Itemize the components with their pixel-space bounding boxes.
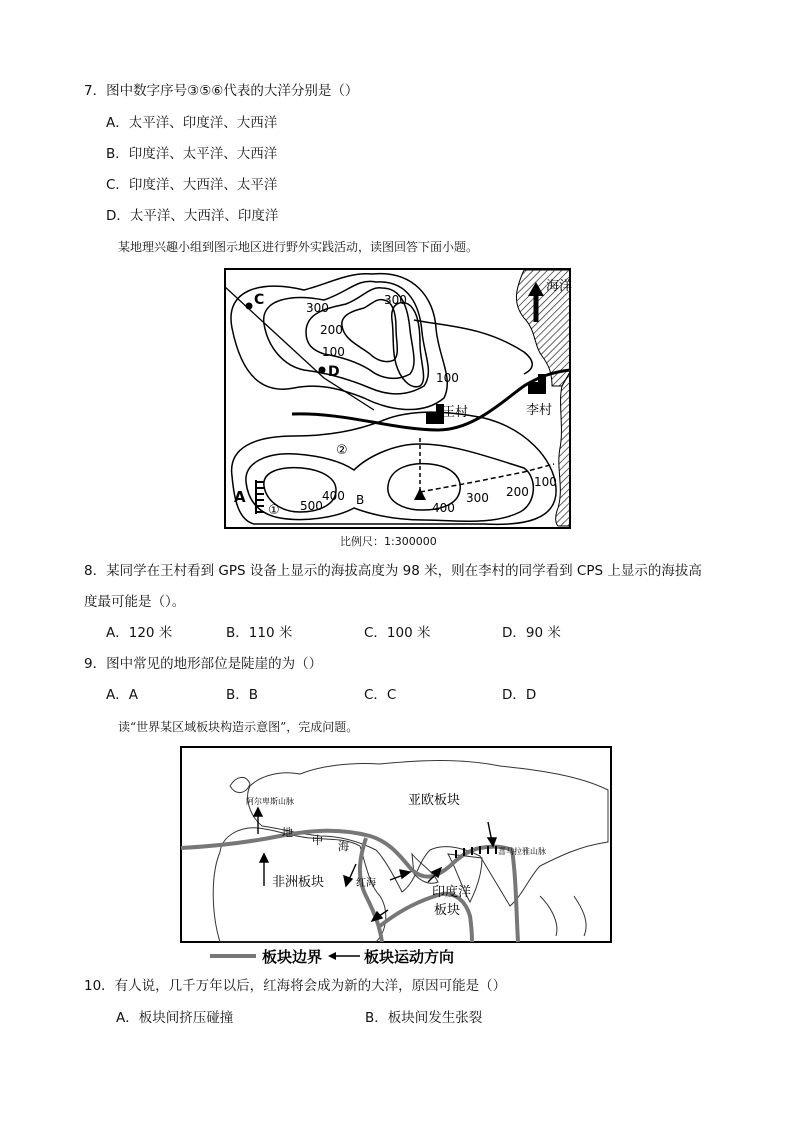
contour-label: 200 (320, 323, 343, 337)
q8-option-a: A．120 米 (106, 625, 173, 641)
q9-option-b: B．B (226, 687, 259, 703)
q9-option-a: A．A (106, 687, 138, 703)
point-d-marker (319, 367, 326, 374)
label-d: D (328, 364, 340, 380)
label-red-sea: 红海 (356, 878, 376, 889)
label-licun: 李村 (526, 403, 553, 418)
label-circle-2: ② (336, 443, 348, 458)
contour-label: 300 (466, 491, 489, 505)
contour-label: 500 (300, 499, 323, 513)
legend-arrow-icon (328, 952, 336, 960)
label-a: A (234, 488, 246, 506)
label-mediterranean-1: 地 (282, 826, 293, 839)
label-sea: 海洋 (546, 279, 572, 294)
intro-plate: 读“世界某区域板块构造示意图”，完成问题。 (118, 720, 359, 734)
plate-tectonics-map (180, 746, 613, 966)
q8-stem-line2: 度最可能是（）。 (84, 594, 186, 610)
map-scale: 比例尺：1:300000 (340, 535, 437, 548)
q9-option-d: D．D (502, 687, 537, 703)
q7-option-d: D．太平洋、大西洋、印度洋 (106, 208, 279, 224)
label-mediterranean-3: 海 (338, 840, 349, 853)
label-himalaya: 喜马拉雅山脉 (498, 847, 546, 856)
label-c: C (254, 292, 265, 308)
label-wangcun: 王村 (442, 405, 469, 420)
label-b: B (356, 493, 365, 507)
q7-option-a: A．太平洋、印度洋、大西洋 (106, 115, 278, 131)
label-indian-plate-1: 印度洋 (432, 885, 472, 900)
q8-option-b: B．110 米 (226, 625, 293, 641)
contour-label: 200 (506, 485, 529, 499)
q10-option-b: B．板块间发生张裂 (365, 1010, 483, 1026)
contour-label: 300 (306, 301, 329, 315)
label-circle-1: ① (268, 503, 280, 518)
label-mediterranean-2: 中 (312, 834, 323, 847)
topographic-map (224, 268, 572, 530)
q7-option-b: B．印度洋、太平洋、大西洋 (106, 146, 278, 162)
q7-stem: 7．图中数字序号③⑤⑥代表的大洋分别是（） (84, 83, 359, 99)
label-indian-plate-2: 板块 (434, 903, 461, 918)
contour-label: 400 (432, 501, 455, 515)
label-alps: 阿尔卑斯山脉 (246, 797, 294, 806)
q9-stem: 9．图中常见的地形部位是陡崖的为（） (84, 656, 323, 672)
q9-option-c: C．C (364, 687, 397, 703)
label-african-plate: 非洲板块 (272, 875, 325, 890)
q8-option-c: C．100 米 (364, 625, 431, 641)
legend-direction-label: 板块运动方向 (364, 948, 455, 966)
q10-option-a: A．板块间挤压碰撞 (116, 1010, 234, 1026)
contour-label: 100 (534, 475, 557, 489)
q8-stem-line1: 8．某同学在王村看到 GPS 设备上显示的海拔高度为 98 米，则在李村的同学看到 CPS 上显示的海拔高 (84, 563, 702, 579)
contour-label: 400 (322, 489, 345, 503)
legend-boundary-label: 板块边界 (262, 948, 323, 966)
contour-label: 100 (322, 345, 345, 359)
point-c-marker (246, 303, 253, 310)
contour-label: 100 (436, 371, 459, 385)
q10-stem: 10．有人说，几千万年以后，红海将会成为新的大洋，原因可能是（） (84, 978, 507, 994)
label-eurasia-plate: 亚欧板块 (408, 793, 461, 808)
intro-topo: 某地理兴趣小组到图示地区进行野外实践活动，读图回答下面小题。 (118, 240, 479, 254)
contour-label: 300 (384, 293, 407, 307)
q7-option-c: C．印度洋、大西洋、太平洋 (106, 177, 278, 193)
q8-option-d: D．90 米 (502, 625, 561, 641)
